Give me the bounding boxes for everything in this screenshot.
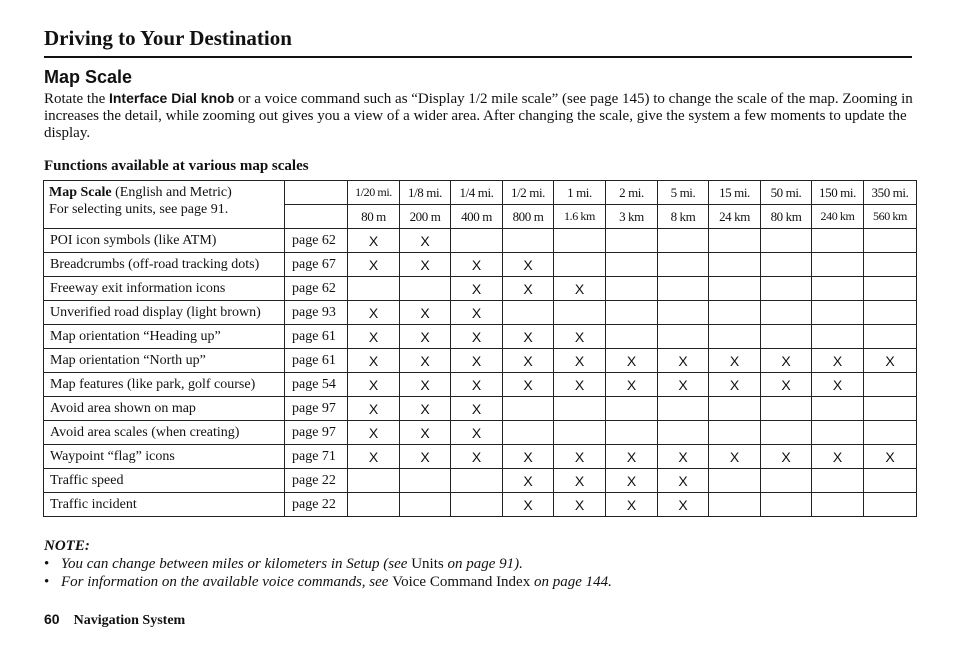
availability-mark: X xyxy=(554,469,606,493)
availability-mark xyxy=(503,301,554,325)
chapter-title: Driving to Your Destination xyxy=(44,26,292,50)
availability-mark: X xyxy=(400,349,451,373)
note-heading: NOTE: xyxy=(44,538,90,554)
availability-mark: X xyxy=(554,445,606,469)
availability-mark xyxy=(709,277,761,301)
availability-mark xyxy=(400,469,451,493)
scale-miles-6: 5 mi. xyxy=(658,181,709,205)
availability-mark: X xyxy=(606,469,658,493)
availability-mark xyxy=(761,493,812,517)
availability-mark: X xyxy=(503,373,554,397)
availability-mark xyxy=(503,229,554,253)
scale-miles-1: 1/8 mi. xyxy=(400,181,451,205)
availability-mark: X xyxy=(812,445,864,469)
availability-mark: X xyxy=(348,301,400,325)
availability-mark: X xyxy=(658,445,709,469)
units-reference: Units xyxy=(411,556,444,572)
feature-name: Traffic incident xyxy=(44,493,285,517)
availability-mark: X xyxy=(348,325,400,349)
availability-mark xyxy=(864,253,917,277)
availability-mark: X xyxy=(503,277,554,301)
availability-mark xyxy=(864,397,917,421)
availability-mark: X xyxy=(348,253,400,277)
availability-mark xyxy=(812,493,864,517)
availability-mark: X xyxy=(658,373,709,397)
note-text: For information on the available voice commands, see xyxy=(61,574,393,590)
feature-page-ref: page 62 xyxy=(285,229,348,253)
availability-mark xyxy=(451,229,503,253)
availability-mark xyxy=(864,469,917,493)
availability-mark: X xyxy=(864,349,917,373)
availability-mark xyxy=(761,229,812,253)
availability-mark xyxy=(658,421,709,445)
feature-page-ref: page 61 xyxy=(285,349,348,373)
availability-mark: X xyxy=(554,493,606,517)
table-row xyxy=(44,277,917,301)
availability-mark xyxy=(864,229,917,253)
availability-mark xyxy=(761,277,812,301)
availability-mark xyxy=(451,493,503,517)
availability-mark xyxy=(451,469,503,493)
availability-mark xyxy=(554,421,606,445)
feature-page-ref: page 61 xyxy=(285,325,348,349)
scale-miles-3: 1/2 mi. xyxy=(503,181,554,205)
availability-mark: X xyxy=(709,373,761,397)
map-scale-header-cell xyxy=(44,181,285,229)
availability-mark: X xyxy=(658,469,709,493)
availability-mark xyxy=(812,253,864,277)
note-text: on page 144. xyxy=(530,574,612,590)
scale-metric-6: 8 km xyxy=(658,205,709,229)
availability-mark: X xyxy=(658,349,709,373)
availability-mark xyxy=(606,229,658,253)
scale-miles-2: 1/4 mi. xyxy=(451,181,503,205)
header-blank-cell xyxy=(285,181,348,205)
availability-mark xyxy=(606,397,658,421)
availability-mark: X xyxy=(400,253,451,277)
availability-mark xyxy=(709,253,761,277)
availability-mark: X xyxy=(554,277,606,301)
table-row xyxy=(44,349,917,373)
availability-mark xyxy=(864,325,917,349)
availability-mark: X xyxy=(503,469,554,493)
availability-mark xyxy=(812,421,864,445)
availability-mark: X xyxy=(503,253,554,277)
header-row-miles xyxy=(44,181,917,205)
availability-mark: X xyxy=(503,445,554,469)
availability-mark: X xyxy=(709,445,761,469)
feature-page-ref: page 22 xyxy=(285,493,348,517)
bullet: • xyxy=(44,556,50,572)
title-divider xyxy=(44,56,912,58)
availability-mark xyxy=(709,469,761,493)
scale-metric-4: 1.6 km xyxy=(554,205,606,229)
availability-mark: X xyxy=(348,445,400,469)
availability-mark: X xyxy=(451,253,503,277)
table-caption: Functions available at various map scales xyxy=(44,158,309,174)
availability-mark xyxy=(812,301,864,325)
availability-mark: X xyxy=(658,493,709,517)
feature-page-ref: page 93 xyxy=(285,301,348,325)
availability-mark xyxy=(554,229,606,253)
scale-metric-5: 3 km xyxy=(606,205,658,229)
availability-mark: X xyxy=(503,349,554,373)
table-row xyxy=(44,397,917,421)
availability-mark: X xyxy=(400,301,451,325)
availability-mark xyxy=(348,493,400,517)
availability-mark xyxy=(761,301,812,325)
availability-mark xyxy=(864,493,917,517)
availability-mark xyxy=(812,229,864,253)
availability-mark: X xyxy=(451,325,503,349)
table-row xyxy=(44,325,917,349)
section-title: Map Scale xyxy=(44,67,133,87)
availability-mark xyxy=(606,421,658,445)
feature-page-ref: page 97 xyxy=(285,421,348,445)
availability-mark xyxy=(606,253,658,277)
availability-mark: X xyxy=(709,349,761,373)
feature-name: Map features (like park, golf course) xyxy=(44,373,285,397)
note-item-units xyxy=(44,555,612,573)
availability-mark xyxy=(709,493,761,517)
availability-mark xyxy=(658,253,709,277)
availability-mark xyxy=(606,277,658,301)
note-item-voice xyxy=(44,573,612,591)
feature-name: POI icon symbols (like ATM) xyxy=(44,229,285,253)
interface-dial-knob-label: Interface Dial knob xyxy=(108,90,235,106)
map-scale-header-line2: For selecting units, see page 91. xyxy=(49,202,229,217)
availability-mark xyxy=(658,325,709,349)
availability-mark: X xyxy=(761,373,812,397)
availability-mark xyxy=(400,277,451,301)
availability-mark xyxy=(503,397,554,421)
availability-mark xyxy=(761,397,812,421)
feature-name: Freeway exit information icons xyxy=(44,277,285,301)
availability-mark xyxy=(658,277,709,301)
availability-mark xyxy=(709,421,761,445)
scale-metric-0: 80 m xyxy=(348,205,400,229)
scale-metric-8: 80 km xyxy=(761,205,812,229)
availability-mark: X xyxy=(400,325,451,349)
availability-mark xyxy=(503,421,554,445)
availability-mark: X xyxy=(554,349,606,373)
feature-page-ref: page 97 xyxy=(285,397,348,421)
feature-page-ref: page 71 xyxy=(285,445,348,469)
note-block xyxy=(44,537,612,591)
availability-mark xyxy=(658,229,709,253)
availability-mark: X xyxy=(400,229,451,253)
availability-mark xyxy=(864,301,917,325)
availability-mark xyxy=(812,325,864,349)
availability-mark: X xyxy=(606,349,658,373)
availability-mark: X xyxy=(451,445,503,469)
note-text: on page 91). xyxy=(443,556,523,572)
availability-mark: X xyxy=(451,397,503,421)
availability-mark: X xyxy=(400,373,451,397)
availability-mark xyxy=(554,253,606,277)
availability-mark: X xyxy=(606,445,658,469)
availability-mark: X xyxy=(451,373,503,397)
availability-mark xyxy=(864,373,917,397)
table-row xyxy=(44,301,917,325)
availability-mark xyxy=(709,397,761,421)
scale-miles-7: 15 mi. xyxy=(709,181,761,205)
table-body xyxy=(44,181,917,517)
availability-mark xyxy=(709,229,761,253)
availability-mark xyxy=(761,253,812,277)
table-row xyxy=(44,229,917,253)
availability-mark: X xyxy=(451,277,503,301)
availability-mark xyxy=(554,301,606,325)
intro-text-start: Rotate the xyxy=(44,91,109,107)
table-row xyxy=(44,469,917,493)
availability-mark: X xyxy=(400,421,451,445)
table-row xyxy=(44,421,917,445)
availability-mark: X xyxy=(606,493,658,517)
feature-name: Map orientation “Heading up” xyxy=(44,325,285,349)
availability-mark: X xyxy=(451,301,503,325)
table-row xyxy=(44,253,917,277)
availability-mark: X xyxy=(400,397,451,421)
feature-page-ref: page 67 xyxy=(285,253,348,277)
availability-mark: X xyxy=(503,493,554,517)
availability-mark: X xyxy=(761,445,812,469)
scale-miles-4: 1 mi. xyxy=(554,181,606,205)
map-scale-table xyxy=(43,180,917,517)
feature-page-ref: page 54 xyxy=(285,373,348,397)
scale-metric-7: 24 km xyxy=(709,205,761,229)
feature-name: Traffic speed xyxy=(44,469,285,493)
availability-mark xyxy=(658,397,709,421)
map-scale-header-bold: Map Scale xyxy=(49,185,112,200)
availability-mark xyxy=(761,469,812,493)
availability-mark xyxy=(606,301,658,325)
page-footer xyxy=(44,611,185,629)
scale-metric-1: 200 m xyxy=(400,205,451,229)
availability-mark: X xyxy=(451,349,503,373)
availability-mark xyxy=(348,277,400,301)
footer-label: Navigation System xyxy=(73,613,186,628)
availability-mark: X xyxy=(606,373,658,397)
availability-mark: X xyxy=(812,349,864,373)
bullet: • xyxy=(44,574,50,590)
availability-mark xyxy=(554,397,606,421)
availability-mark xyxy=(812,277,864,301)
scale-miles-0: 1/20 mi. xyxy=(348,181,400,205)
feature-page-ref: page 62 xyxy=(285,277,348,301)
availability-mark: X xyxy=(864,445,917,469)
table-row xyxy=(44,445,917,469)
availability-mark xyxy=(761,421,812,445)
note-text: You can change between miles or kilometers in Setup (see xyxy=(61,556,412,572)
availability-mark xyxy=(864,277,917,301)
feature-page-ref: page 22 xyxy=(285,469,348,493)
availability-mark: X xyxy=(348,373,400,397)
scale-metric-2: 400 m xyxy=(451,205,503,229)
availability-mark xyxy=(400,493,451,517)
availability-mark xyxy=(348,469,400,493)
scale-metric-9: 240 km xyxy=(812,205,864,229)
availability-mark: X xyxy=(812,373,864,397)
feature-name: Unverified road display (light brown) xyxy=(44,301,285,325)
availability-mark: X xyxy=(451,421,503,445)
availability-mark xyxy=(606,325,658,349)
availability-mark xyxy=(761,325,812,349)
availability-mark xyxy=(812,397,864,421)
availability-mark: X xyxy=(400,445,451,469)
intro-text-end: or a voice command such as “Display 1/2 mile scale” (see page 145) to change the scale of the map. Zooming in increases the detail, while zooming out gives you a view of a wider area. After changing the scale, give the system a few moments to update the display. xyxy=(44,91,913,141)
scale-miles-9: 150 mi. xyxy=(812,181,864,205)
availability-mark: X xyxy=(348,229,400,253)
scale-metric-10: 560 km xyxy=(864,205,917,229)
feature-name: Breadcrumbs (off-road tracking dots) xyxy=(44,253,285,277)
availability-mark xyxy=(709,301,761,325)
availability-mark: X xyxy=(348,421,400,445)
scale-miles-8: 50 mi. xyxy=(761,181,812,205)
availability-mark: X xyxy=(348,397,400,421)
availability-mark: X xyxy=(554,325,606,349)
availability-mark: X xyxy=(503,325,554,349)
intro-paragraph xyxy=(44,90,914,142)
scale-miles-5: 2 mi. xyxy=(606,181,658,205)
scale-metric-3: 800 m xyxy=(503,205,554,229)
page-number: 60 xyxy=(44,611,60,627)
table-row xyxy=(44,373,917,397)
availability-mark: X xyxy=(554,373,606,397)
feature-name: Avoid area shown on map xyxy=(44,397,285,421)
scale-miles-10: 350 mi. xyxy=(864,181,917,205)
availability-mark xyxy=(709,325,761,349)
voice-command-index-reference: Voice Command Index xyxy=(392,574,531,590)
feature-name: Waypoint “flag” icons xyxy=(44,445,285,469)
header-blank-cell-2 xyxy=(285,205,348,229)
availability-mark xyxy=(812,469,864,493)
feature-name: Map orientation “North up” xyxy=(44,349,285,373)
availability-mark xyxy=(864,421,917,445)
table-row xyxy=(44,493,917,517)
map-scale-header-rest: (English and Metric) xyxy=(111,185,232,200)
availability-mark: X xyxy=(348,349,400,373)
availability-mark xyxy=(658,301,709,325)
availability-mark: X xyxy=(761,349,812,373)
feature-name: Avoid area scales (when creating) xyxy=(44,421,285,445)
